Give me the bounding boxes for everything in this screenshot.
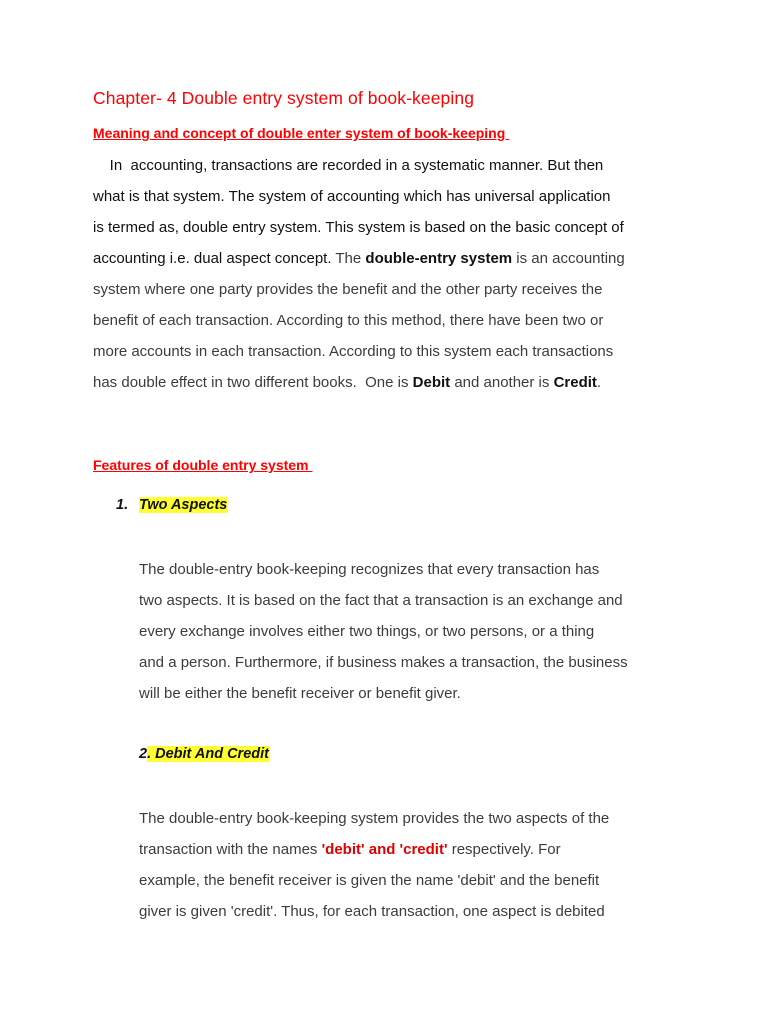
feature-1-heading <box>116 497 227 513</box>
feature-2-line-1: The double-entry book-keeping system provides the two aspects of the <box>139 810 610 827</box>
feature-2-line-3: example, the benefit receiver is given the name 'debit' and the benefit <box>139 872 600 889</box>
intro-line-8-end: . <box>596 374 602 391</box>
meaning-heading: Meaning and concept of double enter system of book-keeping <box>93 125 510 141</box>
feature-1-number: 1. <box>116 497 129 513</box>
feature-2-number: 2 <box>139 746 148 762</box>
feature-2-title: . Debit And Credit <box>147 746 269 762</box>
feature-1-line: two aspects. It is based on the fact that a transaction is an exchange and <box>139 592 623 609</box>
intro-paragraph <box>93 150 625 398</box>
feature-2-heading <box>139 746 269 762</box>
intro-line-3: is termed as, double entry system. This system is based on the basic concept of <box>93 219 624 236</box>
debit-credit-term: 'debit' and 'credit' <box>321 841 448 858</box>
double-entry-system-term: double-entry system <box>365 250 513 267</box>
intro-line-8-mid: and another is <box>450 374 554 391</box>
intro-line-6: benefit of each transaction. According to this method, there have been two or <box>93 312 604 329</box>
feature-2-line-2-end: respectively. For <box>447 841 561 858</box>
feature-1-paragraph <box>139 554 628 709</box>
intro-line-8-start: has double effect in two different books. One is <box>93 374 413 391</box>
chapter-title: Chapter- 4 Double entry system of book-keeping <box>93 88 475 108</box>
features-heading: Features of double entry system <box>93 457 313 473</box>
feature-1-line: every exchange involves either two things, or two persons, or a thing <box>139 623 595 640</box>
intro-line-4-end: is an accounting <box>512 250 625 267</box>
intro-line-4 <box>93 243 625 274</box>
debit-term: Debit <box>412 374 451 391</box>
intro-line-8 <box>93 367 625 398</box>
feature-2-line-2 <box>139 834 609 865</box>
feature-2-paragraph <box>139 803 609 927</box>
credit-term: Credit <box>553 374 597 391</box>
feature-1-line: and a person. Furthermore, if business makes a transaction, the business <box>139 654 628 671</box>
intro-line-4-the: The <box>331 250 366 267</box>
intro-line-1: In accounting, transactions are recorded in a systematic manner. But then <box>93 157 604 174</box>
feature-2-line-2-start: transaction with the names <box>139 841 322 858</box>
feature-1-title: Two Aspects <box>139 497 228 513</box>
intro-line-5: system where one party provides the benefit and the other party receives the <box>93 281 603 298</box>
feature-2-line-4: giver is given 'credit'. Thus, for each transaction, one aspect is debited <box>139 903 605 920</box>
intro-line-4-start: accounting i.e. dual aspect concept. <box>93 250 332 267</box>
intro-line-2: what is that system. The system of accounting which has universal application <box>93 188 611 205</box>
intro-line-7: more accounts in each transaction. According to this system each transactions <box>93 343 614 360</box>
feature-1-line: will be either the benefit receiver or benefit giver. <box>139 685 461 702</box>
feature-1-line: The double-entry book-keeping recognizes that every transaction has <box>139 561 600 578</box>
